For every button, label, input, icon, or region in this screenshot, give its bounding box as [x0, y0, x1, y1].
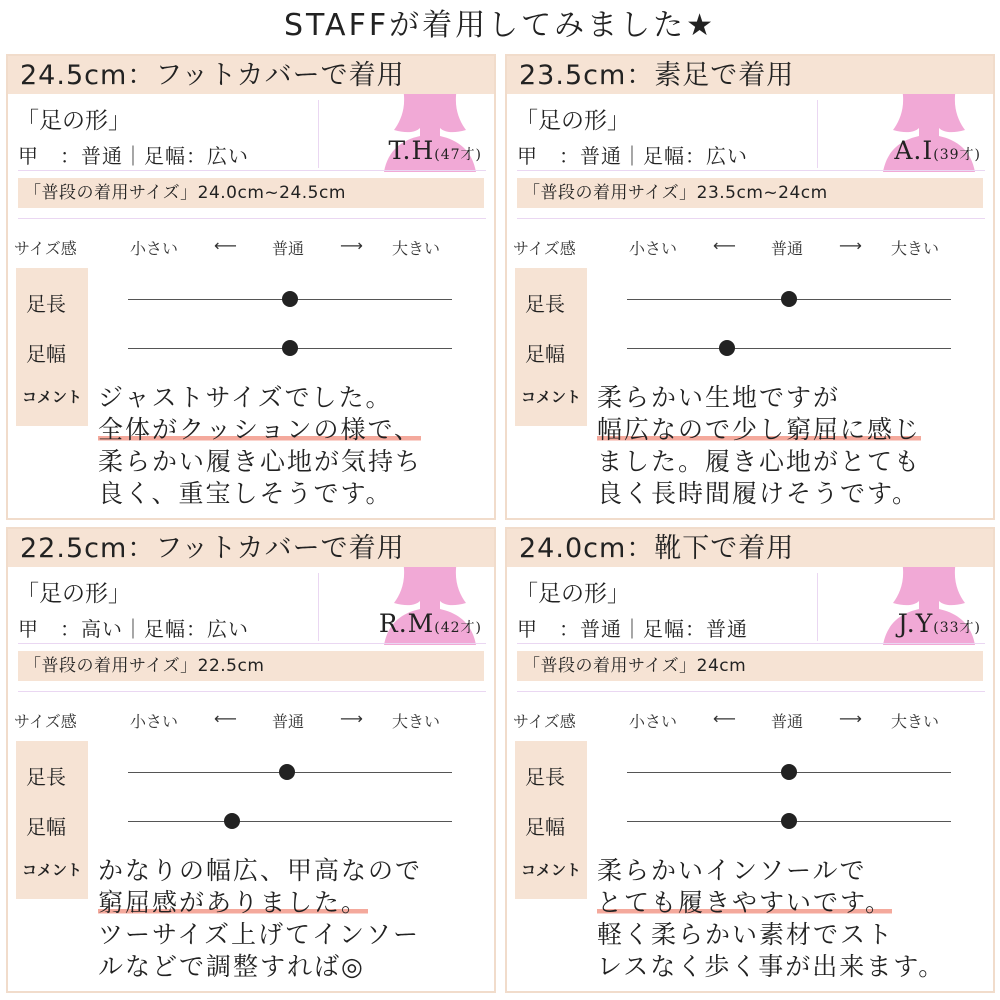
size-scale	[8, 709, 494, 731]
width-marker	[719, 340, 735, 356]
panel-header	[8, 529, 494, 567]
comment-line: ルなどで調整すれば◎	[98, 952, 365, 981]
size-feel-label: サイズ感	[513, 712, 576, 731]
arrow-right-icon: ⟶	[839, 709, 862, 728]
scale-large: 大きい	[392, 239, 441, 258]
divider	[318, 573, 319, 641]
foot-shape-title: 「足の形」	[515, 108, 630, 134]
size-scale	[507, 236, 993, 258]
wear-condition: 22.5cm：フットカバーで着用	[20, 533, 405, 564]
comment-line: 柔らかい生地ですが	[597, 383, 841, 412]
comment-line: ツーサイズ上げてインソー	[98, 920, 421, 949]
scale-normal: 普通	[272, 712, 305, 731]
scale-normal: 普通	[272, 239, 305, 258]
foot-shape-title: 「足の形」	[515, 581, 630, 607]
comment-line: ジャストサイズでした。	[98, 383, 393, 412]
divider	[18, 691, 486, 692]
divider	[18, 170, 486, 171]
arrow-right-icon: ⟶	[340, 709, 363, 728]
staff-panel-jy	[505, 527, 995, 993]
comment-line: 良く、重宝しそうです。	[98, 479, 393, 508]
length-label: 足長	[26, 765, 66, 789]
divider	[517, 170, 985, 171]
width-label: 足幅	[525, 815, 565, 839]
staff-age: (47才)	[434, 147, 482, 163]
staff-initials: A.I	[894, 136, 934, 165]
foot-shape-title: 「足の形」	[16, 581, 131, 607]
size-scale	[8, 236, 494, 258]
comment-label: コメント	[21, 388, 82, 406]
divider	[18, 643, 486, 644]
comment-line: かなりの幅広、甲高なので	[98, 856, 423, 885]
usual-size: 「普段の着用サイズ」24.0cm~24.5cm	[18, 178, 484, 208]
divider	[318, 100, 319, 168]
staff-initials: J.Y	[897, 609, 934, 638]
width-marker	[781, 813, 797, 829]
arrow-left-icon: ⟵	[713, 236, 736, 255]
foot-shape-values: 甲 ：普通｜足幅：広い	[517, 144, 748, 168]
staff-age: (39才)	[933, 147, 981, 163]
width-track	[128, 821, 452, 822]
wear-condition: 24.5cm：フットカバーで着用	[20, 60, 405, 91]
comment-label: コメント	[520, 861, 581, 879]
staff-panel-th	[6, 54, 496, 520]
divider	[817, 573, 818, 641]
scale-small: 小さい	[130, 239, 179, 258]
divider	[18, 218, 486, 219]
comment-line: 幅広なので少し窮屈に感じ	[597, 415, 922, 444]
arrow-right-icon: ⟶	[340, 236, 363, 255]
width-label: 足幅	[26, 815, 66, 839]
staff-name	[379, 609, 482, 638]
comment-line: レスなく歩く事が出来ます。	[597, 952, 946, 981]
foot-shape-values: 甲 ：普通｜足幅：広い	[18, 144, 249, 168]
staff-panel-ai	[505, 54, 995, 520]
arrow-left-icon: ⟵	[713, 709, 736, 728]
arrow-right-icon: ⟶	[839, 236, 862, 255]
divider	[517, 218, 985, 219]
divider	[517, 643, 985, 644]
panel-header	[507, 56, 993, 94]
scale-small: 小さい	[629, 712, 678, 731]
staff-panel-rm	[6, 527, 496, 993]
length-label: 足長	[525, 292, 565, 316]
scale-large: 大きい	[891, 712, 940, 731]
staff-name	[898, 609, 981, 638]
comment-text	[597, 855, 989, 983]
size-feel-label: サイズ感	[513, 239, 576, 258]
usual-size: 「普段の着用サイズ」23.5cm~24cm	[517, 178, 983, 208]
width-marker	[282, 340, 298, 356]
scale-small: 小さい	[629, 239, 678, 258]
divider	[517, 691, 985, 692]
size-scale	[507, 709, 993, 731]
comment-line: 全体がクッションの様で、	[98, 415, 422, 444]
width-track	[627, 348, 951, 349]
panel-header	[507, 529, 993, 567]
length-marker	[282, 291, 298, 307]
arrow-left-icon: ⟵	[214, 236, 237, 255]
comment-label: コメント	[21, 861, 82, 879]
comment-line: 良く長時間履けそうです。	[597, 479, 920, 508]
foot-shape-title: 「足の形」	[16, 108, 131, 134]
comment-line: とても履きやすいです。	[597, 888, 893, 917]
scale-normal: 普通	[771, 239, 804, 258]
size-feel-label: サイズ感	[14, 712, 77, 731]
comment-line: 柔らかいインソールで	[597, 856, 867, 885]
comment-label: コメント	[520, 388, 581, 406]
staff-name	[894, 136, 981, 165]
page-title: STAFFが着用してみました★	[284, 8, 716, 43]
arrow-left-icon: ⟵	[214, 709, 237, 728]
usual-size: 「普段の着用サイズ」24cm	[517, 651, 983, 681]
scale-large: 大きい	[392, 712, 441, 731]
width-marker	[224, 813, 240, 829]
foot-shape-values: 甲 ：高い｜足幅：広い	[18, 617, 249, 641]
staff-age: (33才)	[933, 620, 981, 636]
comment-text	[98, 855, 490, 983]
size-feel-label: サイズ感	[14, 239, 77, 258]
wear-condition: 24.0cm：靴下で着用	[519, 533, 795, 564]
staff-age: (42才)	[434, 620, 482, 636]
length-marker	[781, 291, 797, 307]
comment-line: ました。履き心地がとても	[597, 447, 922, 476]
comment-line: 柔らかい履き心地が気持ち	[98, 447, 423, 476]
comment-line: 窮屈感がありました。	[98, 888, 369, 917]
divider	[817, 100, 818, 168]
foot-shape-values: 甲 ：普通｜足幅：普通	[517, 617, 748, 641]
panel-header	[8, 56, 494, 94]
length-marker	[781, 764, 797, 780]
scale-large: 大きい	[891, 239, 940, 258]
staff-initials: T.H	[388, 136, 435, 165]
length-marker	[279, 764, 295, 780]
usual-size: 「普段の着用サイズ」22.5cm	[18, 651, 484, 681]
staff-name	[389, 136, 483, 165]
scale-small: 小さい	[130, 712, 179, 731]
comment-text	[98, 382, 490, 510]
wear-condition: 23.5cm：素足で着用	[519, 60, 795, 91]
length-label: 足長	[26, 292, 66, 316]
staff-initials: R.M	[378, 609, 435, 638]
comment-text	[597, 382, 989, 510]
width-label: 足幅	[26, 342, 66, 366]
comment-line: 軽く柔らかい素材でスト	[597, 920, 895, 949]
length-label: 足長	[525, 765, 565, 789]
width-label: 足幅	[525, 342, 565, 366]
scale-normal: 普通	[771, 712, 804, 731]
